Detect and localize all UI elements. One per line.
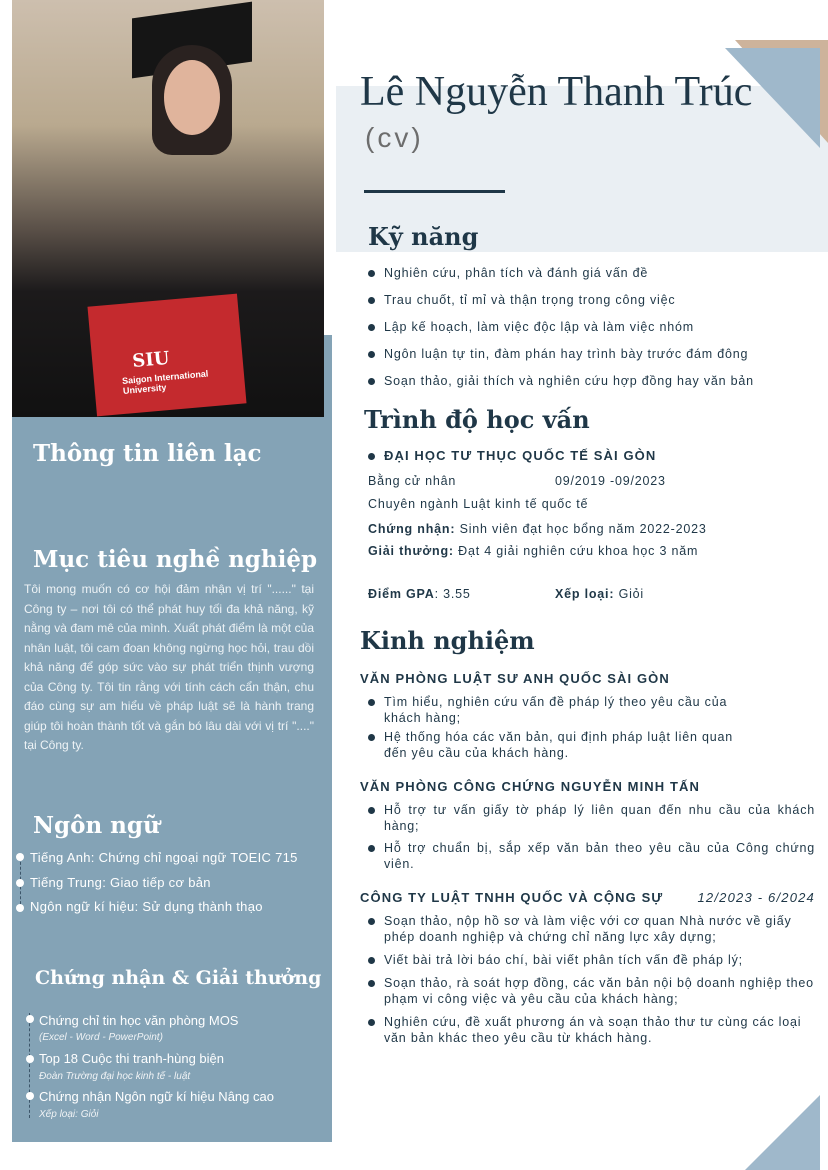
job-item: Tìm hiểu, nghiên cứu vấn đề pháp lý theo yêu cầu của khách hàng;: [360, 694, 760, 726]
major: Chuyên ngành Luật kinh tế quốc tế: [368, 497, 589, 511]
job-period: 12/2023 - 6/2024: [697, 890, 815, 905]
contact-title: Thông tin liên lạc: [33, 440, 262, 467]
skill-item: Soạn thảo, giải thích và nghiên cứu hợp đồng hay văn bản: [360, 373, 815, 389]
rank: Xếp loại: Giỏi: [555, 587, 645, 601]
folder-subtitle: Saigon International University: [121, 368, 209, 396]
skills-list: [360, 265, 815, 389]
language-item: Tiếng Anh: Chứng chỉ ngoại ngữ TOEIC 715: [30, 850, 298, 865]
job-item: Soạn thảo, nộp hồ sơ và làm việc với cơ quan Nhà nước về giấy phép doanh nghiệp và chứng chỉ năng lực xây dựng;: [360, 913, 815, 945]
gpa: Điểm GPA: 3.55: [368, 587, 471, 601]
job-item: Nghiên cứu, đề xuất phương án và soạn thảo thư tư cùng các loại văn bản khác theo yêu cầu từ khách hàng.: [360, 1014, 815, 1046]
skill-item: Lập kế hoạch, làm việc độc lập và làm việc nhóm: [360, 319, 815, 335]
divider: [364, 190, 505, 193]
gpa-row: [368, 586, 815, 602]
school-name: ĐẠI HỌC TƯ THỤC QUỐC TẾ SÀI GÒN: [360, 448, 815, 464]
skill-item: Trau chuốt, tỉ mỉ và thận trọng trong công việc: [360, 292, 815, 308]
folder-logo: SIU: [131, 347, 171, 372]
languages-title: Ngôn ngữ: [33, 812, 160, 839]
degree-row: [368, 473, 815, 489]
experience-title: Kinh nghiệm: [360, 626, 535, 655]
company-name: VĂN PHÒNG CÔNG CHỨNG NGUYỄN MINH TẤN: [360, 779, 701, 794]
company-name: VĂN PHÒNG LUẬT SƯ ANH QUỐC SÀI GÒN: [360, 671, 670, 686]
education-award: Giải thưởng: Đạt 4 giải nghiên cứu khoa học 3 năm: [368, 544, 699, 558]
education-title: Trình độ học vấn: [364, 405, 590, 434]
subtitle: (cv): [365, 122, 424, 153]
language-item: Ngôn ngữ kí hiệu: Sử dụng thành thạo: [30, 899, 263, 914]
job-item: Hệ thống hóa các văn bản, qui định pháp luật liên quan đến yêu cầu của khách hàng.: [360, 729, 760, 761]
cert-name: Chứng chỉ tin học văn phòng MOS: [39, 1013, 239, 1028]
cert-name: Chứng nhận Ngôn ngữ kí hiệu Nâng cao: [39, 1089, 274, 1104]
main-column: [360, 222, 815, 1046]
education-cert: Chứng nhận: Sinh viên đạt học bổng năm 2022-2023: [368, 522, 707, 536]
objective-text: Tôi mong muốn có cơ hội đảm nhận vị trí "......" tại Công ty – nơi tôi có thể phát huy tối đa khả năng, kỹ nằng và đam mê của mình. Xuất phát điểm là một của nhân luật, tôi cam đoan không ngừng học hỏi, trau dồi khả năng để góp sức vào sự phát triển thịnh vượng của Công ty. Tôi tin rằng với tính cách cẩn thận, chu đáo cùng sự am hiểu về pháp luật sẽ là hành trang giúp tôi hoàn thành tốt và gắn bó lâu dài với vị trí "...." tại Công ty.: [24, 582, 314, 752]
company-name: CÔNG TY LUẬT TNHH QUỐC VÀ CỘNG SỰ: [360, 890, 664, 905]
profile-photo: [12, 0, 324, 417]
education-period: 09/2019 -09/2023: [555, 474, 666, 488]
degree: Bằng cử nhân: [368, 474, 457, 488]
cert-note: Xếp loại: Giỏi: [39, 1109, 99, 1120]
certs-title: Chứng nhận & Giải thưởng: [35, 967, 322, 989]
job-item: Soạn thảo, rà soát hợp đồng, các văn bản nội bộ doanh nghiệp theo phạm vi công việc và yêu cầu của khách hàng;: [360, 975, 815, 1007]
corner-decoration-bottom: [745, 1095, 828, 1170]
skill-item: Nghiên cứu, phân tích và đánh giá vấn đề: [360, 265, 815, 281]
language-item: Tiếng Trung: Giao tiếp cơ bản: [30, 875, 211, 890]
page-title: Lê Nguyễn Thanh Trúc: [360, 69, 753, 115]
objective-title: Mục tiêu nghề nghiệp: [33, 546, 318, 573]
cert-note: Đoàn Trường đại học kinh tế - luật: [39, 1071, 191, 1082]
job-item: Hỗ trợ tư vấn giấy tờ pháp lý liên quan đến nhu cầu của khách hàng;: [360, 802, 815, 834]
cert-name: Top 18 Cuộc thi tranh-hùng biện: [39, 1051, 225, 1066]
job-item: Viết bài trả lời báo chí, bài viết phân tích vấn đề pháp lý;: [360, 952, 815, 968]
job-item: Hỗ trợ chuẩn bị, sắp xếp văn bản theo yêu cầu của Công chứng viên.: [360, 840, 815, 872]
cert-note: (Excel - Word - PowerPoint): [39, 1032, 163, 1043]
skills-title: Kỹ năng: [368, 222, 479, 251]
skill-item: Ngôn luận tự tin, đàm phán hay trình bày trước đám đông: [360, 346, 815, 362]
